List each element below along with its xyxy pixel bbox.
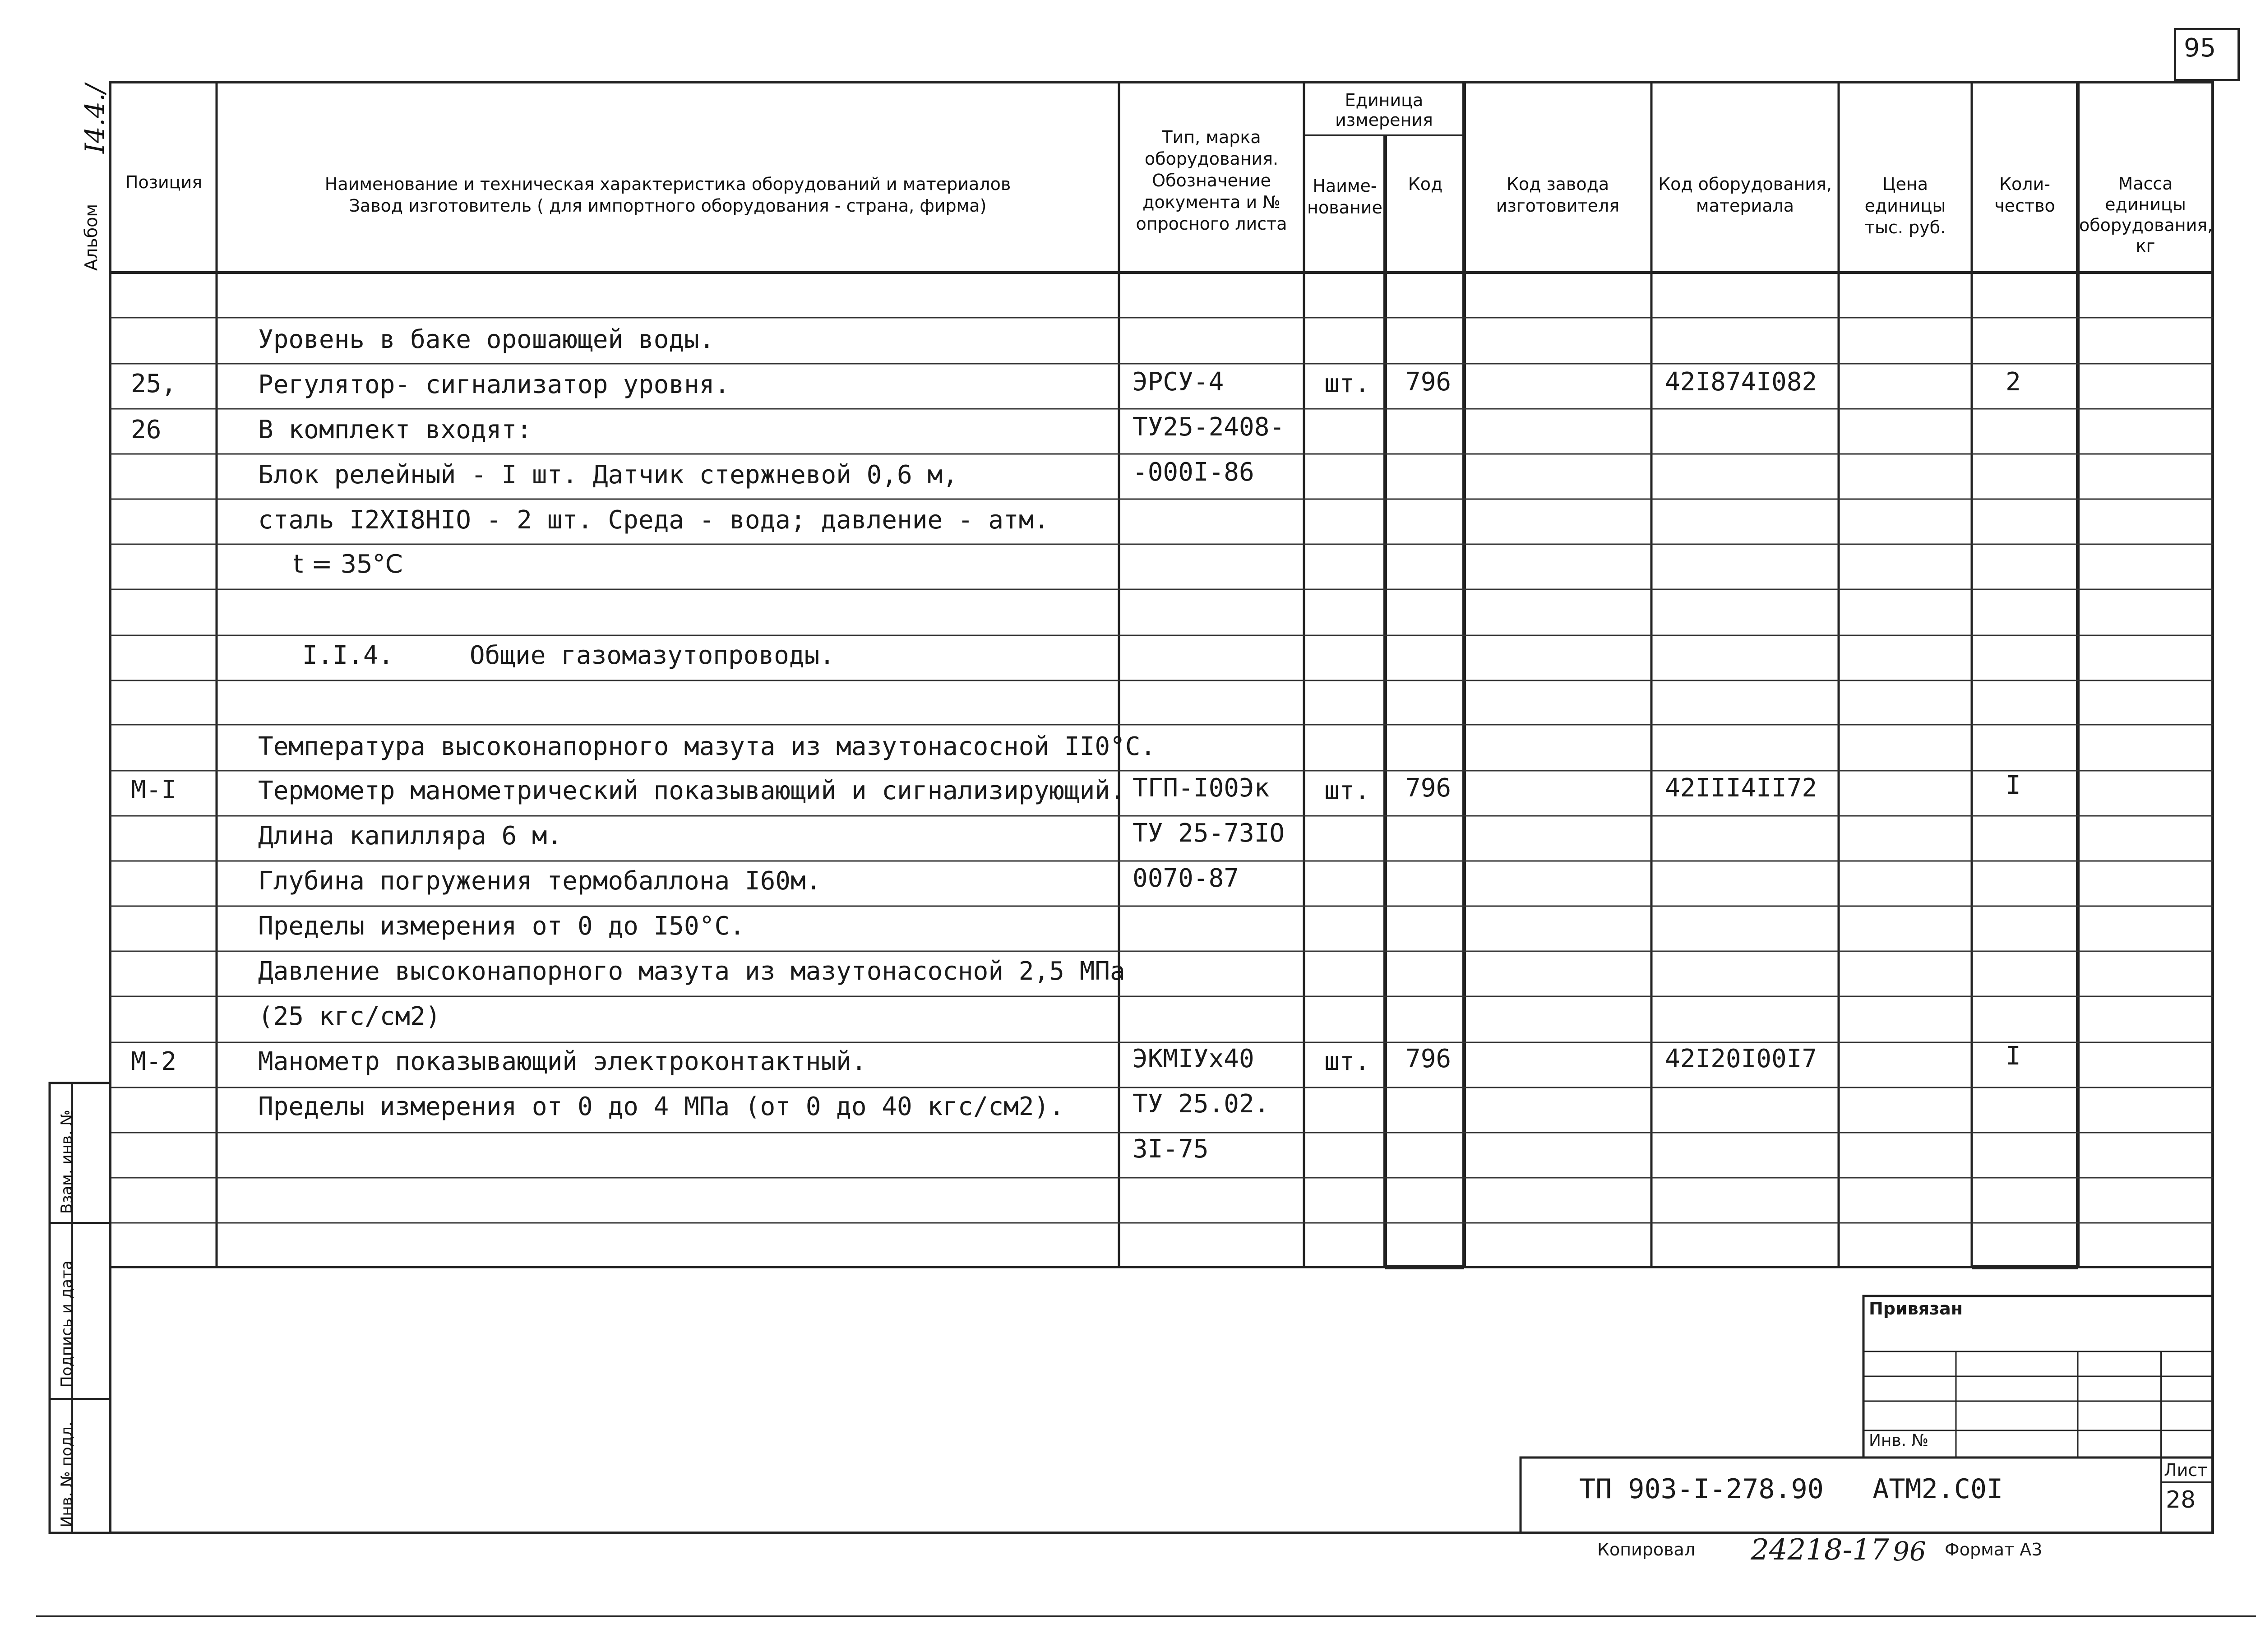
row-type: ЭРСУ-4 bbox=[1133, 367, 1224, 397]
row-name: Длина капилляра 6 м. bbox=[258, 821, 563, 851]
page-number: 95 bbox=[2184, 33, 2216, 63]
row-name: Глубина погружения термобаллона I60м. bbox=[258, 866, 821, 896]
row-type: ЭКМIУх40 bbox=[1133, 1044, 1254, 1074]
row-type: ТУ 25.02. bbox=[1133, 1089, 1270, 1119]
row-equipment-code: 42I20I00I7 bbox=[1665, 1044, 1817, 1074]
row-quantity: 2 bbox=[2006, 367, 2021, 397]
album-label: Альбом bbox=[81, 204, 101, 271]
header-mass: Масса единицы оборудования, кг bbox=[2079, 174, 2213, 256]
row-name: сталь I2XI8HIO - 2 шт. Среда - вода; давление - атм. bbox=[258, 505, 1049, 535]
row-name: Уровень в баке орошающей воды. bbox=[258, 325, 715, 354]
row-pos: 25, bbox=[131, 369, 177, 398]
row-name: Пределы измерения от 0 до I50°C. bbox=[258, 912, 745, 941]
row-equipment-code: 42III4II72 bbox=[1665, 773, 1817, 803]
row-unit: шт. bbox=[1324, 1047, 1370, 1076]
row-type: ТУ 25-73IO bbox=[1133, 819, 1285, 848]
stamp-doc-code: ТП 903-I-278.90 АТМ2.С0I bbox=[1579, 1473, 2003, 1505]
footer-number: 24218-17 bbox=[1751, 1533, 1889, 1567]
row-pos: М-I bbox=[131, 775, 177, 805]
side-label-podpis: Подпись и дата bbox=[58, 1260, 76, 1388]
stamp-privyazan: Привязан bbox=[1869, 1299, 1963, 1319]
row-name: Давление высоконапорного мазута из мазутонасосной 2,5 МПа bbox=[258, 957, 1125, 986]
row-code: 796 bbox=[1405, 773, 1452, 803]
header-type: Тип, марка оборудования. Обозначение документа и № опросного листа bbox=[1136, 127, 1287, 234]
footer-kopiroval: Копировал bbox=[1597, 1540, 1696, 1559]
header-price: Цена единицы тыс. руб. bbox=[1864, 174, 1946, 237]
row-name: I.I.4. Общие газомазутопроводы. bbox=[302, 641, 835, 670]
footer-number2: 96 bbox=[1893, 1536, 1926, 1567]
row-type: -000I-86 bbox=[1133, 458, 1254, 487]
row-name: В комплект входят: bbox=[258, 415, 532, 444]
row-unit: шт. bbox=[1324, 776, 1370, 805]
row-name: t = 35°C bbox=[293, 550, 403, 579]
album-value: I4.4./ bbox=[79, 84, 110, 153]
row-code: 796 bbox=[1405, 1044, 1452, 1074]
row-type: 3I-75 bbox=[1133, 1134, 1209, 1164]
stamp-list-label: Лист bbox=[2164, 1460, 2208, 1480]
row-name: Регулятор- сигнализатор уровня. bbox=[258, 370, 730, 399]
header-name-line1: Наименование и техническая характеристика оборудований и материалов bbox=[324, 174, 1011, 194]
row-pos: М-2 bbox=[131, 1047, 177, 1076]
row-name: Температура высоконапорного мазута из мазутонасосной II0°C. bbox=[258, 732, 1156, 761]
row-quantity: I bbox=[2006, 771, 2021, 800]
header-unit-code: Код bbox=[1408, 174, 1443, 194]
header-unit-name: Наиме- нование bbox=[1307, 176, 1382, 217]
stamp-list-value: 28 bbox=[2166, 1486, 2196, 1513]
header-equipment-code: Код оборудования, материала bbox=[1658, 174, 1832, 216]
header-unit-group: Единица измерения bbox=[1335, 90, 1433, 130]
row-type: 0070-87 bbox=[1133, 864, 1239, 893]
row-type: ТУ25-2408- bbox=[1133, 412, 1285, 442]
header-position: Позиция bbox=[125, 172, 203, 192]
row-quantity: I bbox=[2006, 1041, 2021, 1071]
row-name: Блок релейный - I шт. Датчик стержневой 0,6 м, bbox=[258, 460, 958, 490]
header-quantity: Коли- чество bbox=[1994, 174, 2055, 216]
header-factory-code: Код завода изготовителя bbox=[1496, 174, 1620, 216]
header-name-line2: Завод изготовитель ( для импортного оборудования - страна, фирма) bbox=[349, 196, 987, 216]
stamp-inv-no: Инв. № bbox=[1869, 1431, 1929, 1450]
row-pos: 26 bbox=[131, 415, 162, 444]
row-name: (25 кгс/см2) bbox=[258, 1002, 441, 1031]
row-equipment-code: 42I874I082 bbox=[1665, 367, 1817, 397]
row-type: ТГП-I00Эк bbox=[1133, 773, 1270, 803]
row-name: Термометр манометрический показывающий и сигнализирующий. bbox=[258, 776, 1125, 805]
footer-format: Формат А3 bbox=[1945, 1540, 2043, 1559]
row-code: 796 bbox=[1405, 367, 1452, 397]
side-label-vzam: Взам. инв. № bbox=[58, 1110, 76, 1214]
side-label-inv: Инв. № подл. bbox=[58, 1421, 76, 1527]
row-name: Пределы измерения от 0 до 4 МПа (от 0 до 40 кгс/см2). bbox=[258, 1092, 1064, 1121]
row-name: Манометр показывающий электроконтактный. bbox=[258, 1047, 867, 1076]
row-unit: шт. bbox=[1324, 369, 1370, 398]
